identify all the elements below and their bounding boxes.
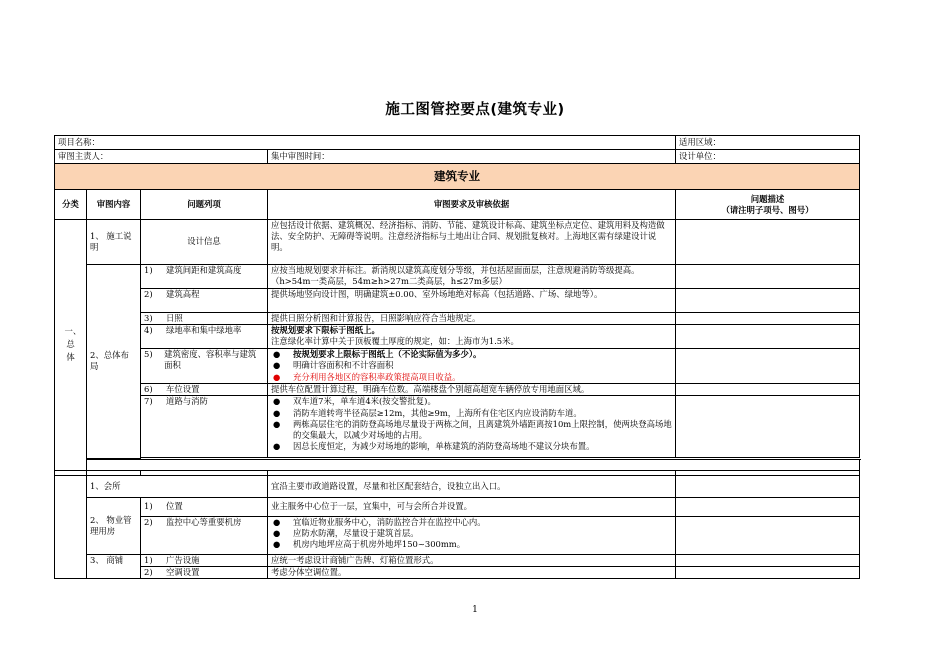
req-roads-fire: [268, 396, 676, 458]
req-parking: 提供车位配置计算过程，明确车位数。高端楼盘个别超高超宽车辆停放专用地面区域。: [268, 384, 676, 396]
table-row: [55, 313, 860, 325]
table-row: [55, 497, 860, 516]
category-overall: [55, 220, 87, 471]
problem-green-ratio: 4) 绿地率和集中绿地率: [141, 325, 268, 349]
req-ac: 考虑分体空调位置。: [268, 567, 676, 579]
desc-cell[interactable]: [676, 475, 860, 497]
req-design-info: 应包括设计依据、建筑概况、经济指标、消防、节能、建筑设计标高、建筑坐标点定位、建筑用料及构造做法、安全防护、无障碍等说明。注意经济指标与土地出让合同、规划批复核对。上海地区需有绿建设计说明。: [268, 220, 676, 265]
table-row: [55, 396, 860, 458]
header-requirement: 审图要求及审核依据: [268, 190, 676, 220]
reviewer-field: 审图主责人：: [55, 150, 268, 164]
table-row: [55, 325, 860, 349]
page-title: 施工图管控要点(建筑专业): [385, 102, 565, 118]
problem-design-info: 设计信息: [141, 220, 268, 265]
req-green-ratio-note: 注意绿化率计算中关于顶板覆土厚度的规定，如：上海市为1.5米。: [271, 336, 519, 347]
section-header-row: [55, 164, 860, 190]
table-row: [55, 554, 860, 566]
req-location: 业主服务中心位于一层，宜集中，可与会所合并设置。: [268, 497, 676, 516]
desc-cell[interactable]: [676, 289, 860, 313]
section-title: 建筑专业: [55, 164, 860, 190]
list-item: ● 应防水防潮，尽量设于建筑首层。: [273, 528, 419, 539]
problem-spacing-height: 1) 建筑间距和建筑高度: [141, 265, 268, 289]
desc-cell[interactable]: [676, 516, 860, 554]
info-row-2: [55, 150, 860, 164]
content-property-mgmt: 2、 物业管理用房: [87, 497, 141, 554]
req-ads: 应统一考虑设计商铺广告牌、灯箱位置形式。: [268, 554, 676, 566]
area-field: 适用区域：: [676, 136, 860, 150]
category-label: 一、总体: [64, 326, 82, 363]
req-elevation: 提供场地竖向设计图，明确建筑±0.00、室外场地绝对标高（包括道路、广场、绿地等）。: [268, 289, 676, 313]
problem-location: 1) 位置: [141, 497, 268, 516]
desc-cell[interactable]: [676, 220, 860, 265]
header-description: [676, 190, 860, 220]
info-row-1: [55, 136, 860, 150]
problem-ads: 1) 广告设施: [141, 554, 268, 566]
review-table: [54, 135, 860, 579]
req-sunlight: 提供日照分析图和计算报告，日照影响应符合当地规定。: [268, 313, 676, 325]
content-shops: 3、 商铺: [87, 554, 141, 578]
header-problem: 问题列项: [141, 190, 268, 220]
content-construction-notes: 1、 施工说明: [87, 220, 141, 265]
desc-cell[interactable]: [676, 567, 860, 579]
list-item: ● 充分利用各地区的容积率政策提高项目收益。: [273, 371, 461, 382]
table-row: [55, 384, 860, 396]
desc-cell[interactable]: [676, 349, 860, 384]
page-number: 1: [472, 605, 478, 615]
req-green-ratio: [268, 325, 676, 349]
problem-roads-fire: 7) 道路与消防: [141, 396, 268, 458]
req-green-ratio-bold: 按规划要求下限标于图纸上。: [271, 325, 380, 336]
table-row: [55, 475, 860, 497]
desc-cell[interactable]: [676, 396, 860, 458]
req-density-far: [268, 349, 676, 384]
problem-monitor-center: 2) 监控中心等重要机房: [141, 516, 268, 554]
table-row: [55, 567, 860, 579]
req-clubhouse: 宜沿主要市政道路设置，尽量和社区配套结合，设独立出入口。: [268, 475, 676, 497]
project-name-field: 项目名称：: [55, 136, 676, 150]
category-blank: [55, 475, 87, 578]
content-clubhouse: 1、会所: [87, 475, 268, 497]
list-item: ● 因总长度恒定，为减少对场地的影响，单栋建筑的消防登高场地不建议分块布置。: [273, 441, 595, 452]
review-time-field: 集中审图时间：: [268, 150, 676, 164]
desc-cell[interactable]: [676, 325, 860, 349]
problem-sunlight: 3) 日照: [141, 313, 268, 325]
desc-cell[interactable]: [676, 313, 860, 325]
design-unit-field: 设计单位：: [676, 150, 860, 164]
table-row: [55, 220, 860, 265]
header-category: 分类: [55, 190, 87, 220]
column-header-row: [55, 190, 860, 220]
list-item: ● 机房内地坪应高于机房外地坪150~300mm。: [273, 539, 466, 550]
problem-parking: 6) 车位设置: [141, 384, 268, 396]
list-item: ● 明确计容面积和不计容面积: [273, 360, 394, 371]
problem-density-far: 5) 建筑密度、容积率与建筑面积: [141, 349, 268, 384]
desc-cell[interactable]: [676, 384, 860, 396]
header-desc-note: （请注明子项号、图号）: [721, 204, 814, 215]
table-row: [55, 349, 860, 384]
problem-ac: 2) 空调设置: [141, 567, 268, 579]
table-row: [55, 516, 860, 554]
list-item: ● 双车道7米，单车道4米(按交警批复)。: [273, 396, 436, 407]
desc-cell[interactable]: [676, 497, 860, 516]
list-item: ● 按规划要求上限标于图纸上（不论实际值为多少）。: [273, 349, 482, 360]
problem-elevation: 2) 建筑高程: [141, 289, 268, 313]
list-item: ● 消防车道转弯半径高层≥12m，其他≥9m，上海所有住宅区内应设消防车道。: [273, 407, 582, 418]
content-general-layout: 2、总体布局: [87, 265, 141, 459]
header-content: 审图内容: [87, 190, 141, 220]
table-row: [55, 289, 860, 313]
desc-cell[interactable]: [676, 554, 860, 566]
list-item: ● 两栋高层住宅的消防登高场地尽量设于两栋之间，且离建筑外墙距离按10m上限控制，使两块登高场地的交集最大，以减少对场地的占用。: [273, 418, 672, 441]
header-desc-title: 问题描述: [750, 194, 785, 204]
spacer-row: [55, 459, 860, 470]
list-item: ● 宜临近物业服务中心，消防监控合并在监控中心内。: [273, 516, 486, 527]
req-spacing-height: 应按当地规划要求并标注。新消规以建筑高度划分等级，并包括屋面面层，注意规避消防等级提高。（h>54m一类高层，54m≥h>27m二类高层，h≤27m多层）: [268, 265, 676, 289]
req-monitor-center: [268, 516, 676, 554]
desc-cell[interactable]: [676, 265, 860, 289]
table-row: [55, 265, 860, 289]
